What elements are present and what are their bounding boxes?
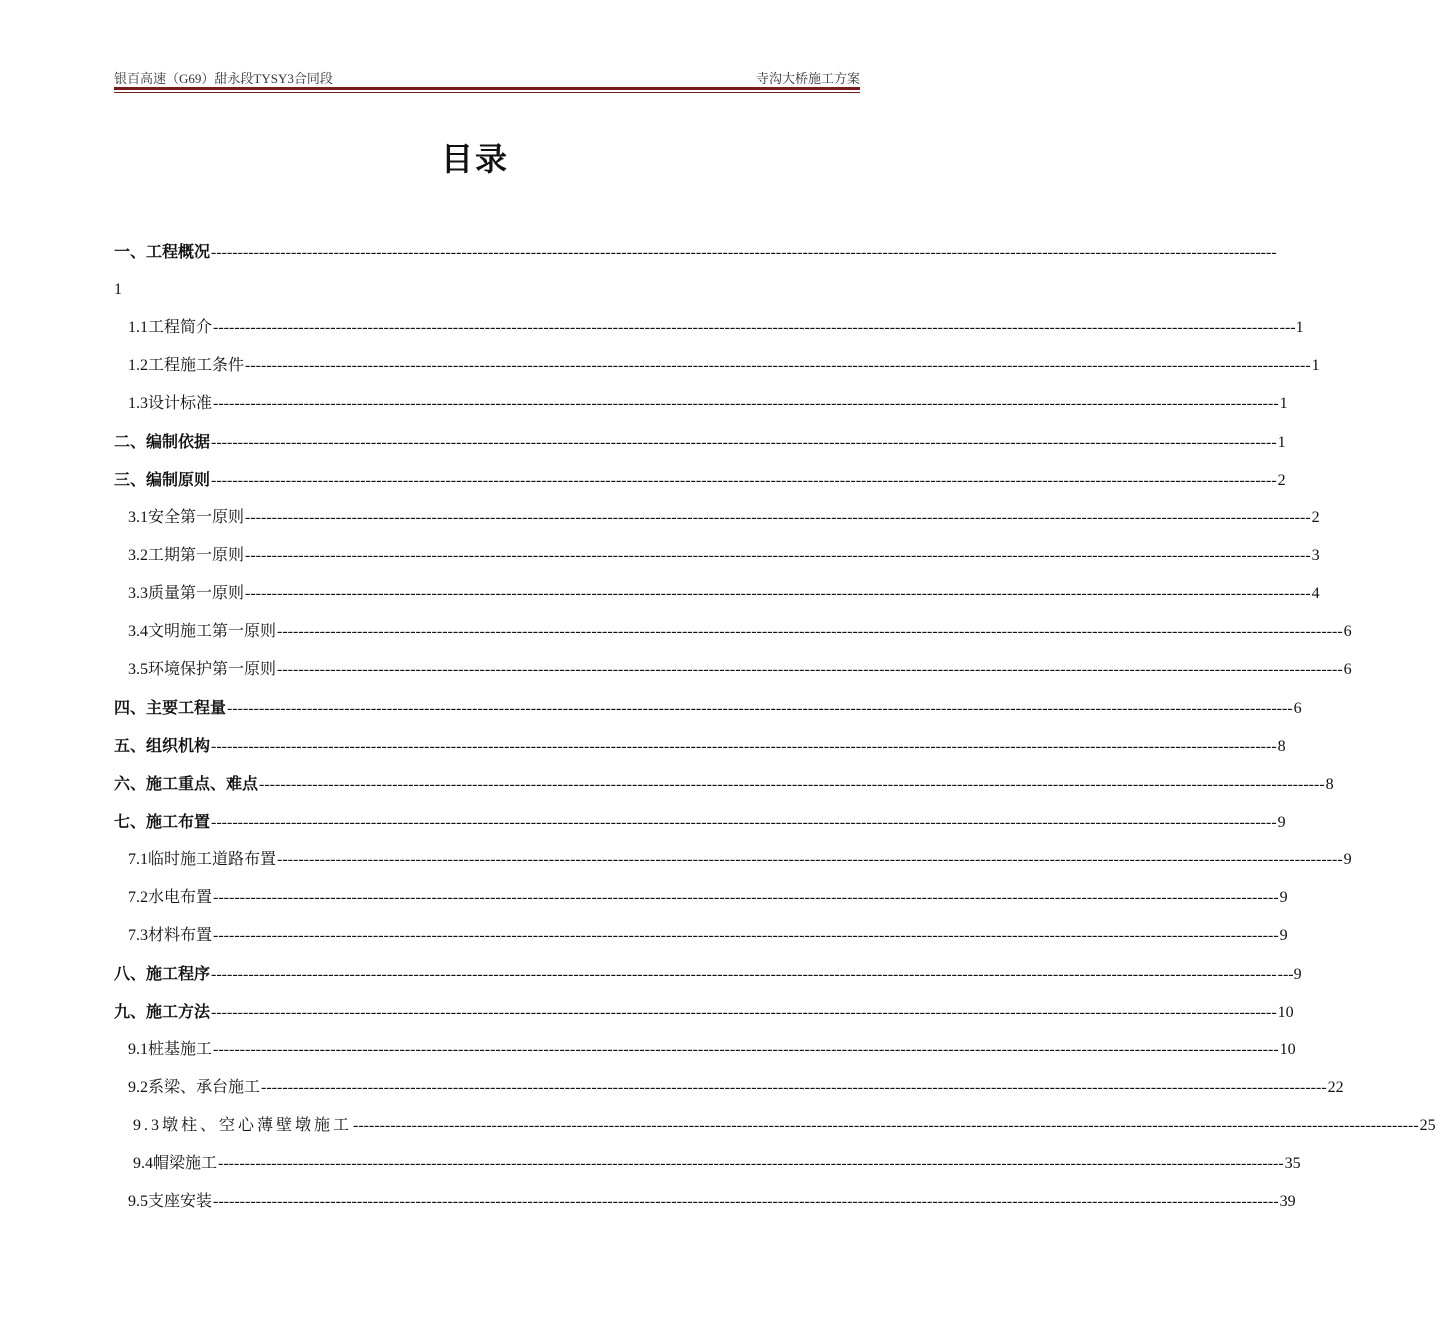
toc-entry-label: 1.2工程施工条件: [128, 357, 245, 374]
toc-dot-leader: --------------------------------------------------------------------------------------------------------------------------------------------------------------------------------------------------------: [277, 623, 1343, 640]
toc-entry-page-number: 10: [1279, 1041, 1296, 1058]
toc-entry[interactable]: [114, 240, 1277, 264]
toc-entry-page-number: ---1: [1279, 319, 1304, 336]
toc-entry-label: 9.1桩基施工: [128, 1041, 213, 1058]
toc-wrapped-page-number: 1: [114, 281, 122, 298]
toc-entry[interactable]: [133, 1152, 1301, 1176]
toc-entry[interactable]: [128, 658, 1352, 682]
toc-entry[interactable]: [128, 316, 1304, 340]
toc-dot-leader: --------------------------------------------------------------------------------------------------------------------------------------------------------------------------------------------------------: [213, 889, 1279, 906]
toc-entry[interactable]: [114, 696, 1302, 720]
toc-dot-leader: --------------------------------------------------------------------------------------------------------------------------------------------------------------------------------------------------------: [211, 966, 1277, 983]
toc-entry[interactable]: [128, 1038, 1296, 1062]
toc-dot-leader: --------------------------------------------------------------------------------------------------------------------------------------------------------------------------------------------------------: [211, 472, 1277, 489]
toc-dot-leader: --------------------------------------------------------------------------------------------------------------------------------------------------------------------------------------------------------: [213, 1193, 1279, 1210]
toc-dot-leader: --------------------------------------------------------------------------------------------------------------------------------------------------------------------------------------------------------: [261, 1079, 1327, 1096]
toc-entry[interactable]: [128, 392, 1288, 416]
toc-dot-leader: --------------------------------------------------------------------------------------------------------------------------------------------------------------------------------------------------------: [245, 357, 1311, 374]
toc-entry-page-number: 2: [1311, 509, 1320, 526]
toc-entry-label: 3.5环境保护第一原则: [128, 661, 277, 678]
toc-dot-leader: --------------------------------------------------------------------------------------------------------------------------------------------------------------------------------------------------------: [277, 851, 1343, 868]
toc-dot-leader: --------------------------------------------------------------------------------------------------------------------------------------------------------------------------------------------------------: [277, 661, 1343, 678]
toc-entry-label: 四、主要工程量: [114, 698, 227, 717]
toc-entry[interactable]: [128, 1076, 1344, 1100]
toc-entry-page-number: 6: [1343, 623, 1352, 640]
toc-entry[interactable]: [128, 848, 1352, 872]
toc-dot-leader: --------------------------------------------------------------------------------------------------------------------------------------------------------------------------------------------------------: [353, 1117, 1419, 1134]
toc-entry-page-number: 22: [1327, 1079, 1344, 1096]
toc-entry-label: 二、编制依据: [114, 432, 211, 451]
toc-dot-leader: --------------------------------------------------------------------------------------------------------------------------------------------------------------------------------------------------------: [227, 700, 1293, 717]
toc-entry-page-number: 2: [1277, 472, 1286, 489]
toc-entry-label: 1.1工程简介: [128, 319, 213, 336]
toc-entry[interactable]: [128, 886, 1288, 910]
toc-entry[interactable]: [128, 354, 1320, 378]
header-rule-thick: [114, 87, 860, 90]
page-header: [114, 68, 860, 86]
toc-entry[interactable]: [114, 1000, 1294, 1024]
toc-entry[interactable]: [128, 506, 1320, 530]
toc-entry-page-number: 25: [1419, 1117, 1436, 1134]
toc-entry-page-number: 1: [1279, 395, 1288, 412]
toc-entry-label: 一、工程概况: [114, 242, 211, 261]
toc-entry-label: 3.3质量第一原则: [128, 585, 245, 602]
header-project-name: 银百高速（G69）甜永段TYSY3合同段: [114, 71, 333, 86]
toc-entry-page-number: 9: [1279, 889, 1288, 906]
toc-entry-label: 1.3设计标准: [128, 395, 213, 412]
toc-entry-label: 五、组织机构: [114, 736, 211, 755]
toc-entry-page-number: 4: [1311, 585, 1320, 602]
toc-entry[interactable]: [114, 468, 1286, 492]
toc-entry-label: 3.2工期第一原则: [128, 547, 245, 564]
header-document-name: 寺沟大桥施工方案: [755, 71, 860, 86]
toc-entry-page-number: 3: [1311, 547, 1320, 564]
toc-dot-leader: --------------------------------------------------------------------------------------------------------------------------------------------------------------------------------------------------------: [213, 1041, 1279, 1058]
toc-entry-page-number: 1: [1277, 434, 1286, 451]
toc-entry-label: 9.3墩柱、空心薄壁墩施工: [133, 1117, 353, 1134]
toc-entry-page-number: 1: [1311, 357, 1320, 374]
toc-entry[interactable]: [128, 544, 1320, 568]
toc-entry-label: 3.1安全第一原则: [128, 509, 245, 526]
toc-dot-leader: --------------------------------------------------------------------------------------------------------------------------------------------------------------------------------------------------------: [211, 244, 1277, 261]
toc-dot-leader: --------------------------------------------------------------------------------------------------------------------------------------------------------------------------------------------------------: [245, 547, 1311, 564]
toc-entry-page-number: 35: [1284, 1155, 1301, 1172]
toc-entry[interactable]: [128, 582, 1320, 606]
toc-entry-label: 9.2系梁、承台施工: [128, 1079, 261, 1096]
toc-entry-page-number: ---9: [1277, 966, 1302, 983]
toc-dot-leader: --------------------------------------------------------------------------------------------------------------------------------------------------------------------------------------------------------: [211, 434, 1277, 451]
header-rule-thin: [114, 92, 860, 93]
toc-dot-leader: --------------------------------------------------------------------------------------------------------------------------------------------------------------------------------------------------------: [245, 509, 1311, 526]
toc-entry[interactable]: [114, 810, 1286, 834]
toc-dot-leader: --------------------------------------------------------------------------------------------------------------------------------------------------------------------------------------------------------: [245, 585, 1311, 602]
toc-entry-label: 三、编制原则: [114, 470, 211, 489]
toc-entry-page-number: 6: [1293, 700, 1302, 717]
toc-entry-page-number: 39: [1279, 1193, 1296, 1210]
toc-entry-page-number: 9: [1343, 851, 1352, 868]
toc-entry-label: 9.5支座安装: [128, 1193, 213, 1210]
toc-entry-label: 七、施工布置: [114, 812, 211, 831]
toc-entry-label: 7.2水电布置: [128, 889, 213, 906]
toc-entry-label: 7.1临时施工道路布置: [128, 851, 277, 868]
toc-dot-leader: --------------------------------------------------------------------------------------------------------------------------------------------------------------------------------------------------------: [259, 776, 1325, 793]
toc-entry[interactable]: [114, 734, 1286, 758]
toc-entry-label: 9.4帽梁施工: [133, 1155, 218, 1172]
toc-entry-page-number: 9: [1277, 814, 1286, 831]
toc-dot-leader: --------------------------------------------------------------------------------------------------------------------------------------------------------------------------------------------------------: [213, 927, 1279, 944]
toc-dot-leader: --------------------------------------------------------------------------------------------------------------------------------------------------------------------------------------------------------: [218, 1155, 1284, 1172]
toc-dot-leader: --------------------------------------------------------------------------------------------------------------------------------------------------------------------------------------------------------: [211, 738, 1277, 755]
toc-entry[interactable]: [133, 1114, 1436, 1138]
toc-entry-page-number: 8: [1277, 738, 1286, 755]
toc-entry[interactable]: [114, 430, 1286, 454]
toc-dot-leader: --------------------------------------------------------------------------------------------------------------------------------------------------------------------------------------------------------: [213, 395, 1279, 412]
toc-dot-leader: --------------------------------------------------------------------------------------------------------------------------------------------------------------------------------------------------------: [211, 1004, 1277, 1021]
toc-entry-label: 八、施工程序: [114, 964, 211, 983]
toc-dot-leader: --------------------------------------------------------------------------------------------------------------------------------------------------------------------------------------------------------: [211, 814, 1277, 831]
toc-entry-label: 3.4文明施工第一原则: [128, 623, 277, 640]
toc-entry-label: 九、施工方法: [114, 1002, 211, 1021]
toc-entry-page-number: 10: [1277, 1004, 1294, 1021]
toc-entry-label: 六、施工重点、难点: [114, 774, 259, 793]
toc-dot-leader: --------------------------------------------------------------------------------------------------------------------------------------------------------------------------------------------------------: [213, 319, 1279, 336]
toc-entry-page-number: 9: [1279, 927, 1288, 944]
toc-entry[interactable]: [128, 924, 1288, 948]
toc-entry[interactable]: [128, 1190, 1296, 1214]
toc-entry-label: 7.3材料布置: [128, 927, 213, 944]
toc-entry[interactable]: [128, 620, 1352, 644]
toc-entry[interactable]: [114, 962, 1302, 986]
toc-entry[interactable]: [114, 772, 1334, 796]
toc-entry-page-number: 6: [1343, 661, 1352, 678]
toc-entry-page-number: 8: [1325, 776, 1334, 793]
page-title: 目录: [440, 140, 509, 178]
